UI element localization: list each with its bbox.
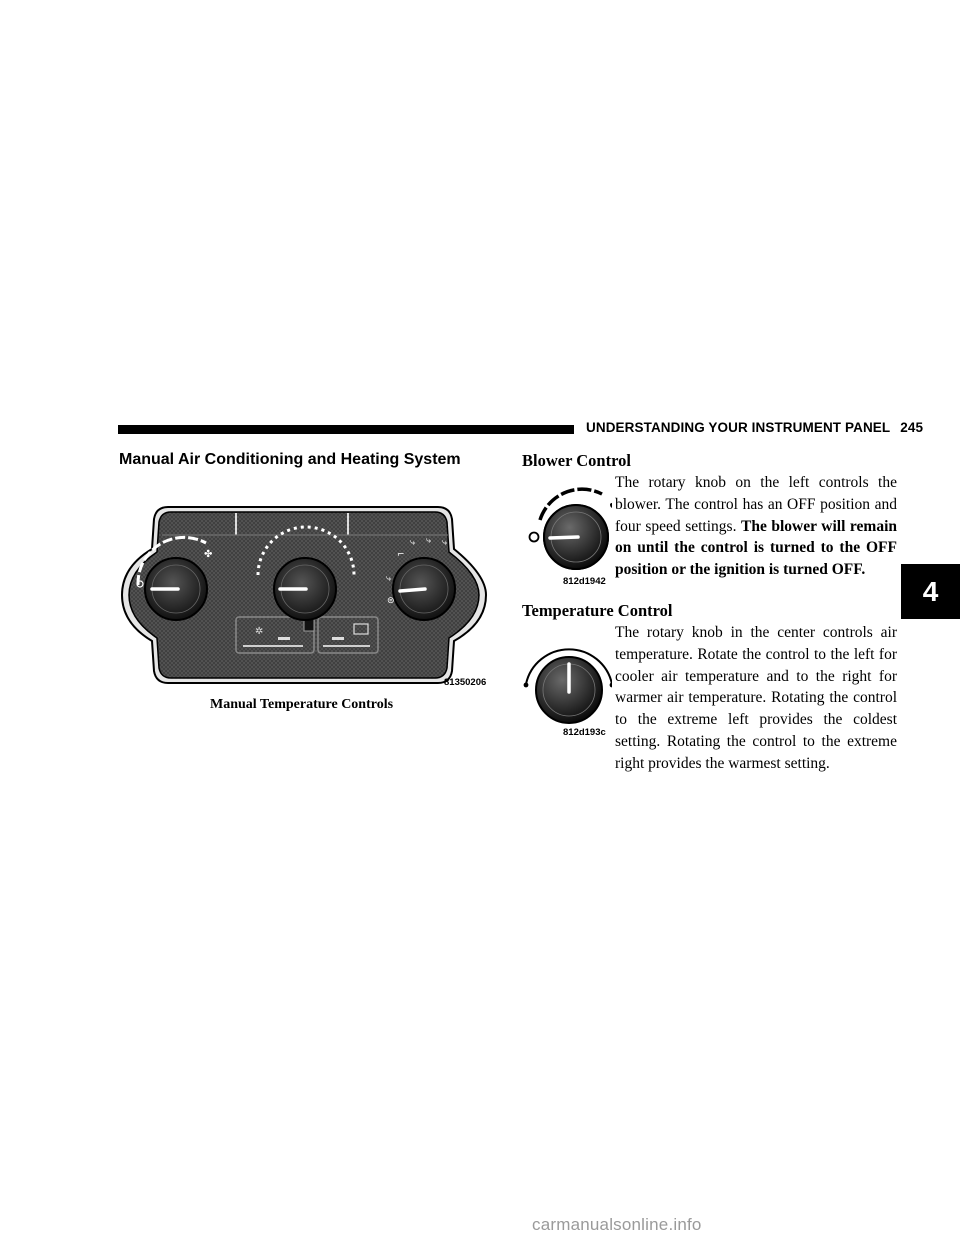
running-head-title: UNDERSTANDING YOUR INSTRUMENT PANEL bbox=[586, 420, 891, 435]
blower-figure-code: 812d1942 bbox=[563, 576, 606, 587]
svg-text:✤: ✤ bbox=[204, 549, 213, 560]
temperature-knob-illustration bbox=[512, 626, 612, 738]
section-title: Manual Air Conditioning and Heating System bbox=[119, 451, 461, 468]
running-head bbox=[586, 420, 923, 435]
svg-text:⤷: ⤷ bbox=[457, 546, 463, 556]
svg-text:⤷: ⤷ bbox=[410, 538, 416, 548]
blower-text-plain: The rotary knob on the left controls the blower. The control has an OFF position and four speed settings. bbox=[615, 474, 897, 535]
svg-text:⤷: ⤷ bbox=[386, 574, 392, 584]
blower-knob-illustration bbox=[522, 476, 612, 586]
svg-text:⌐: ⌐ bbox=[397, 550, 405, 560]
climate-panel-illustration bbox=[118, 505, 489, 685]
blower-heading: Blower Control bbox=[522, 451, 631, 470]
temperature-heading: Temperature Control bbox=[522, 601, 673, 620]
blower-paragraph bbox=[615, 472, 897, 581]
chapter-tab[interactable]: 4 bbox=[901, 564, 960, 619]
svg-text:⤷: ⤷ bbox=[442, 538, 448, 548]
panel-figure-caption: Manual Temperature Controls bbox=[210, 697, 394, 712]
temperature-paragraph: The rotary knob in the center controls air temperature. Rotate the control to the left for cooler air temperature and to the right for warmer air temperature. Rotating the control to the extreme left provides the coldest setting. Rotating the control to the extreme right provides the warmest setting. bbox=[615, 624, 897, 772]
fan-icon bbox=[610, 496, 612, 516]
header-rule bbox=[118, 425, 574, 434]
blower-text-bold: The blower will remain on until the control is turned to the OFF position or the ignition is turned OFF. bbox=[615, 517, 898, 579]
svg-text:⤷: ⤷ bbox=[426, 536, 432, 546]
temperature-figure-code: 812d193c bbox=[563, 727, 606, 738]
off-position-icon bbox=[530, 533, 539, 542]
watermark[interactable]: carmanualsonline.info bbox=[532, 1215, 702, 1234]
svg-text:⊜: ⊜ bbox=[387, 596, 395, 606]
panel-figure-code: 81350206 bbox=[444, 677, 487, 688]
page-number: 245 bbox=[900, 420, 924, 435]
svg-text:✲: ✲ bbox=[255, 626, 264, 637]
